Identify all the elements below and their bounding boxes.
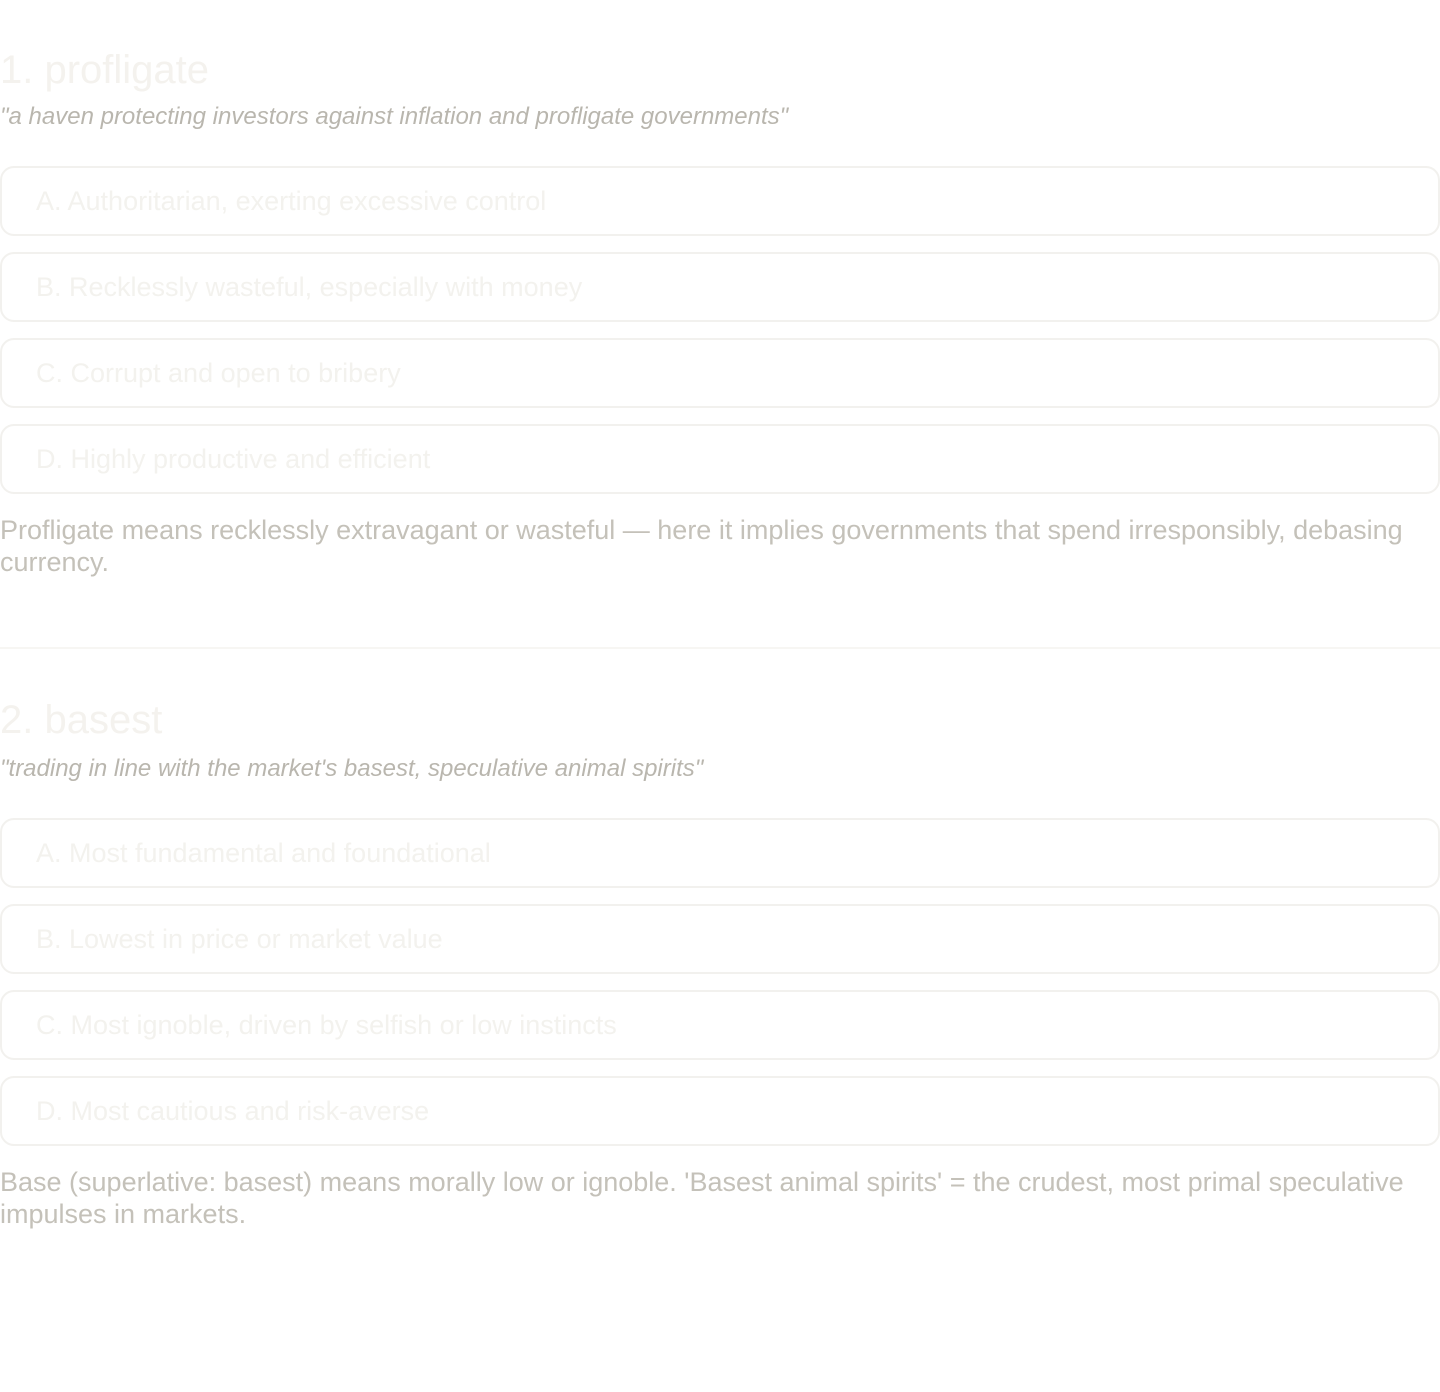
question-1 bbox=[0, 46, 1440, 578]
question-title: 1. profligate bbox=[0, 48, 210, 92]
question-2 bbox=[0, 696, 1440, 1230]
question-quote: "trading in line with the market's basest, speculative animal spirits" bbox=[0, 755, 704, 782]
question-title: 2. basest bbox=[0, 698, 163, 742]
option-a[interactable]: A. Most fundamental and foundational bbox=[0, 818, 1440, 888]
option-c[interactable]: C. Corrupt and open to bribery bbox=[0, 338, 1440, 408]
option-list bbox=[0, 166, 1440, 494]
option-d[interactable]: D. Highly productive and efficient bbox=[0, 424, 1440, 494]
option-a[interactable]: A. Authoritarian, exerting excessive control bbox=[0, 166, 1440, 236]
option-list bbox=[0, 818, 1440, 1146]
option-d[interactable]: D. Most cautious and risk-averse bbox=[0, 1076, 1440, 1146]
answer-explanation: Base (superlative: basest) means morally low or ignoble. 'Basest animal spirits' = the crudest, most primal speculative impulses in markets. bbox=[0, 1167, 1404, 1229]
option-c[interactable]: C. Most ignoble, driven by selfish or low instincts bbox=[0, 990, 1440, 1060]
option-b[interactable]: B. Recklessly wasteful, especially with money bbox=[0, 252, 1440, 322]
question-quote: "a haven protecting investors against inflation and profligate governments" bbox=[0, 103, 789, 130]
option-b[interactable]: B. Lowest in price or market value bbox=[0, 904, 1440, 974]
question-divider bbox=[0, 647, 1440, 649]
answer-explanation: Profligate means recklessly extravagant or wasteful — here it implies governments that spend irresponsibly, debasing currency. bbox=[0, 515, 1403, 577]
